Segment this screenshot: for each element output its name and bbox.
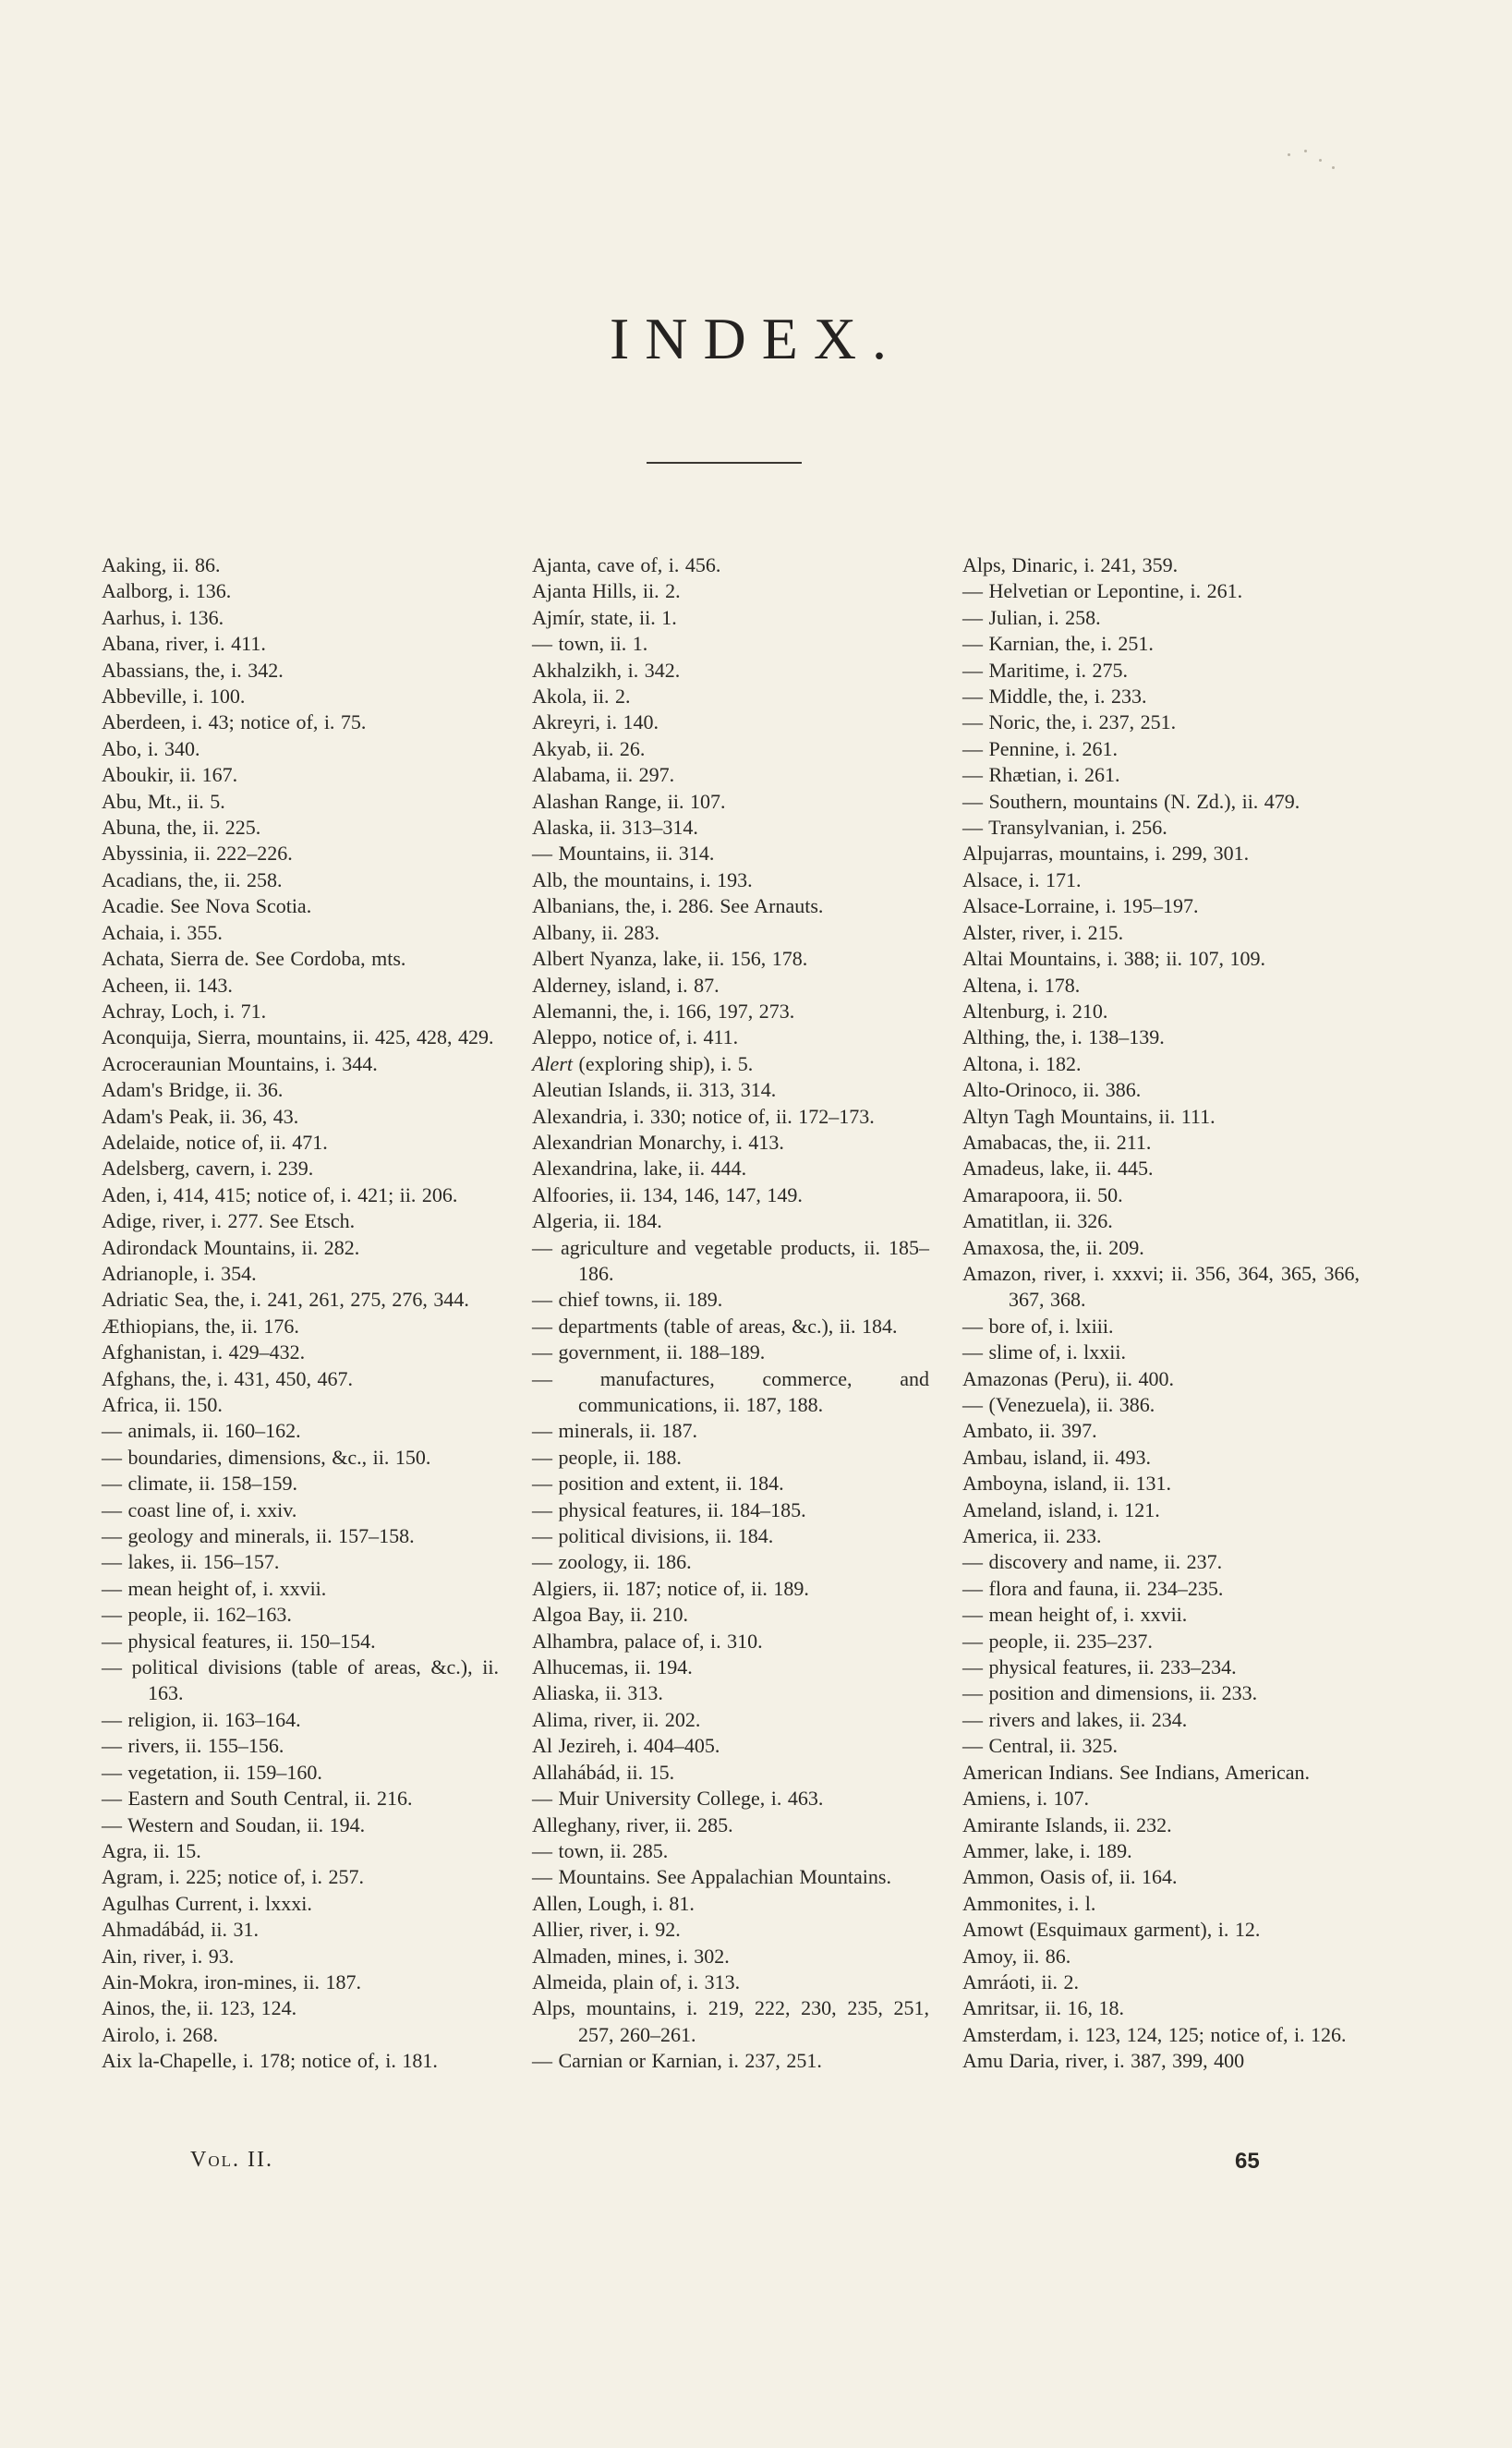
index-entry: Akhalzikh, i. 342. <box>532 658 681 682</box>
index-entry: Amiens, i. 107. <box>962 1787 1090 1811</box>
index-entry: Ahmadábád, ii. 31. <box>102 1918 260 1942</box>
index-entry: Amazon, river, i. xxxvi; ii. 356, 364, 365, 366, 367, 368. <box>962 1261 1360 1312</box>
index-entry: Albany, ii. 283. <box>532 920 660 944</box>
index-entry: — minerals, ii. 187. <box>532 1419 697 1443</box>
index-entry: Akreyri, i. 140. <box>532 710 659 734</box>
index-entry: — Karnian, the, i. 251. <box>962 632 1154 656</box>
index-entry: — Helvetian or Lepontine, i. 261. <box>962 579 1243 603</box>
index-column-3 <box>962 552 1360 2075</box>
index-entry: Alima, river, ii. 202. <box>532 1707 701 1731</box>
index-entry: Amadeus, lake, ii. 445. <box>962 1157 1154 1181</box>
index-entry: — Julian, i. 258. <box>962 605 1101 629</box>
index-entry: — religion, ii. 163–164. <box>102 1707 301 1731</box>
index-entry: Abu, Mt., ii. 5. <box>102 789 225 813</box>
index-entry: Ammon, Oasis of, ii. 164. <box>962 1865 1178 1889</box>
index-entry: — boundaries, dimensions, &c., ii. 150. <box>102 1445 431 1469</box>
index-entry: — Central, ii. 325. <box>962 1734 1118 1758</box>
index-entry: Ainos, the, ii. 123, 124. <box>102 1996 297 2020</box>
index-entry: Adelsberg, cavern, i. 239. <box>102 1157 314 1181</box>
index-entry: — physical features, ii. 184–185. <box>532 1497 806 1521</box>
index-column-2 <box>532 552 929 2075</box>
index-entry: Almeida, plain of, i. 313. <box>532 1969 741 1994</box>
index-entry: Algiers, ii. 187; notice of, ii. 189. <box>532 1576 809 1600</box>
index-entry: Airolo, i. 268. <box>102 2022 219 2046</box>
index-entry: Achaia, i. 355. <box>102 920 223 944</box>
index-entry: — position and extent, ii. 184. <box>532 1472 784 1496</box>
index-entry: — bore of, i. lxiii. <box>962 1314 1114 1338</box>
index-entry: — physical features, ii. 150–154. <box>102 1629 376 1653</box>
index-entry: Adam's Bridge, ii. 36. <box>102 1078 284 1102</box>
index-entry: — Pennine, i. 261. <box>962 736 1118 760</box>
index-entry: Ain-Mokra, iron-mines, ii. 187. <box>102 1969 362 1994</box>
index-entry: Aliaska, ii. 313. <box>532 1681 663 1705</box>
index-entry: — agriculture and vegetable products, ii. 185–186. <box>532 1235 929 1285</box>
index-entry: — vegetation, ii. 159–160. <box>102 1760 322 1784</box>
index-entry: Amboyna, island, ii. 131. <box>962 1472 1172 1496</box>
index-entry: — position and dimensions, ii. 233. <box>962 1681 1258 1705</box>
index-entry: Aden, i, 414, 415; notice of, i. 421; ii. 206. <box>102 1182 458 1206</box>
index-entry: Akola, ii. 2. <box>532 685 631 709</box>
index-entry: Alexandrina, lake, ii. 444. <box>532 1157 747 1181</box>
index-entry: — people, ii. 162–163. <box>102 1603 292 1627</box>
index-entry: — physical features, ii. 233–234. <box>962 1655 1237 1679</box>
index-entry: — Maritime, i. 275. <box>962 658 1128 682</box>
index-entry: Aix la-Chapelle, i. 178; notice of, i. 181. <box>102 2049 438 2073</box>
index-entry: Aaking, ii. 86. <box>102 553 221 576</box>
index-entry: Alhambra, palace of, i. 310. <box>532 1629 763 1653</box>
index-entry: — mean height of, i. xxvii. <box>962 1603 1188 1627</box>
index-entry: — town, ii. 285. <box>532 1838 669 1862</box>
index-column-1 <box>102 552 499 2075</box>
index-entry: Adelaide, notice of, ii. 471. <box>102 1130 328 1154</box>
index-entry: — Mountains. See Appalachian Mountains. <box>532 1865 891 1889</box>
index-entry: Albert Nyanza, lake, ii. 156, 178. <box>532 947 808 971</box>
index-entry: — Western and Soudan, ii. 194. <box>102 1812 366 1836</box>
index-entry: Agram, i. 225; notice of, i. 257. <box>102 1865 365 1889</box>
index-entry: Achray, Loch, i. 71. <box>102 999 267 1023</box>
index-entry: Althing, the, i. 138–139. <box>962 1025 1165 1049</box>
index-entry: Allen, Lough, i. 81. <box>532 1891 695 1915</box>
index-entry: Algeria, ii. 184. <box>532 1209 662 1233</box>
index-entry: Alert (exploring ship), i. 5. <box>532 1051 754 1075</box>
index-entry: — Muir University College, i. 463. <box>532 1787 824 1811</box>
index-entry: Amatitlan, ii. 326. <box>962 1209 1113 1233</box>
index-entry: — Transylvanian, i. 256. <box>962 816 1167 840</box>
index-entry: America, ii. 233. <box>962 1524 1102 1548</box>
index-entry: Alhucemas, ii. 194. <box>532 1655 693 1679</box>
index-entry: Alaska, ii. 313–314. <box>532 816 698 840</box>
index-entry: — Carnian or Karnian, i. 237, 251. <box>532 2049 822 2073</box>
index-entry: Achata, Sierra de. See Cordoba, mts. <box>102 947 406 971</box>
index-entry: Ajanta, cave of, i. 456. <box>532 553 721 576</box>
index-entry: Ambau, island, ii. 493. <box>962 1445 1152 1469</box>
index-entry: Allier, river, i. 92. <box>532 1918 681 1942</box>
index-entry: Altena, i. 178. <box>962 973 1081 997</box>
index-entry: Aalborg, i. 136. <box>102 579 232 603</box>
index-entry: Almaden, mines, i. 302. <box>532 1944 730 1968</box>
index-entry: Alps, mountains, i. 219, 222, 230, 235, 251, 257, 260–261. <box>532 1996 929 2046</box>
index-entry: Alsace-Lorraine, i. 195–197. <box>962 894 1199 918</box>
index-entry: — lakes, ii. 156–157. <box>102 1550 280 1574</box>
index-entry: — chief towns, ii. 189. <box>532 1288 723 1312</box>
index-entry: Alpujarras, mountains, i. 299, 301. <box>962 842 1250 866</box>
index-entry: — discovery and name, ii. 237. <box>962 1550 1223 1574</box>
index-entry: Alps, Dinaric, i. 241, 359. <box>962 553 1179 576</box>
index-entry: Alashan Range, ii. 107. <box>532 789 726 813</box>
index-entry: — Middle, the, i. 233. <box>962 685 1147 709</box>
index-entry: Ameland, island, i. 121. <box>962 1497 1160 1521</box>
index-entry: Agra, ii. 15. <box>102 1838 201 1862</box>
index-entry: Abbeville, i. 100. <box>102 685 246 709</box>
index-entry: — people, ii. 188. <box>532 1445 682 1469</box>
index-entry: — zoology, ii. 186. <box>532 1550 692 1574</box>
index-entry: Alderney, island, i. 87. <box>532 973 720 997</box>
index-entry: — rivers and lakes, ii. 234. <box>962 1707 1188 1731</box>
index-entry: — climate, ii. 158–159. <box>102 1472 297 1496</box>
index-entry: Abo, i. 340. <box>102 736 200 760</box>
index-entry: Aarhus, i. 136. <box>102 605 224 629</box>
index-entry: Adirondack Mountains, ii. 282. <box>102 1235 360 1259</box>
index-entry: Afghanistan, i. 429–432. <box>102 1340 306 1364</box>
index-entry: Adrianople, i. 354. <box>102 1261 257 1285</box>
index-entry: Acheen, ii. 143. <box>102 973 233 997</box>
index-entry: Amoy, ii. 86. <box>962 1944 1071 1968</box>
page-title: INDEX. <box>609 306 903 371</box>
index-entry: Ambato, ii. 397. <box>962 1419 1097 1443</box>
index-entry: Amowt (Esquimaux garment), i. 12. <box>962 1918 1261 1942</box>
index-entry: Abassians, the, i. 342. <box>102 658 284 682</box>
index-entry: Acroceraunian Mountains, i. 344. <box>102 1051 378 1075</box>
index-entry: Alfoories, ii. 134, 146, 147, 149. <box>532 1182 803 1206</box>
index-entry: Aconquija, Sierra, mountains, ii. 425, 428, 429. <box>102 1025 494 1049</box>
index-entry: Æthiopians, the, ii. 176. <box>102 1314 299 1338</box>
index-entry: — Southern, mountains (N. Zd.), ii. 479. <box>962 789 1300 813</box>
index-entry: Altenburg, i. 210. <box>962 999 1108 1023</box>
index-entry: Ain, river, i. 93. <box>102 1944 235 1968</box>
index-entry: Adige, river, i. 277. See Etsch. <box>102 1209 356 1233</box>
index-entry: Amabacas, the, ii. 211. <box>962 1130 1152 1154</box>
index-entry: Alleghany, river, ii. 285. <box>532 1812 733 1836</box>
index-entry: Acadie. See Nova Scotia. <box>102 894 312 918</box>
index-entry: Altona, i. 182. <box>962 1051 1082 1075</box>
index-entry: Albanians, the, i. 286. See Arnauts. <box>532 894 824 918</box>
index-entry: — departments (table of areas, &c.), ii. 184. <box>532 1314 898 1338</box>
index-entry: Altai Mountains, i. 388; ii. 107, 109. <box>962 947 1266 971</box>
index-entry: — political divisions (table of areas, &c.), ii. 163. <box>102 1655 499 1705</box>
index-entry: Amaxosa, the, ii. 209. <box>962 1235 1144 1259</box>
index-entry: Alto-Orinoco, ii. 386. <box>962 1078 1142 1102</box>
index-entry: Alabama, ii. 297. <box>532 763 675 787</box>
page-number: 65 <box>1235 2149 1260 2174</box>
index-entry: — geology and minerals, ii. 157–158. <box>102 1524 415 1548</box>
index-entry: — rivers, ii. 155–156. <box>102 1734 284 1758</box>
index-entry: American Indians. See Indians, American. <box>962 1760 1311 1784</box>
index-entry: — Eastern and South Central, ii. 216. <box>102 1787 413 1811</box>
volume-label: Vol. II. <box>190 2148 273 2172</box>
index-entry: Aberdeen, i. 43; notice of, i. 75. <box>102 710 367 734</box>
index-entry: — town, ii. 1. <box>532 632 648 656</box>
index-entry: Agulhas Current, i. lxxxi. <box>102 1891 312 1915</box>
index-entry: Adriatic Sea, the, i. 241, 261, 275, 276, 344. <box>102 1288 469 1312</box>
index-entry: — Rhætian, i. 261. <box>962 763 1120 787</box>
index-entry: Amsterdam, i. 123, 124, 125; notice of, i. 126. <box>962 2022 1347 2046</box>
index-entry: Adam's Peak, ii. 36, 43. <box>102 1104 299 1128</box>
index-entry: Amritsar, ii. 16, 18. <box>962 1996 1125 2020</box>
index-entry: Africa, ii. 150. <box>102 1393 223 1416</box>
index-entry: — manufactures, commerce, and communications, ii. 187, 188. <box>532 1366 929 1416</box>
index-entry: Aleutian Islands, ii. 313, 314. <box>532 1078 777 1102</box>
index-entry: Alsace, i. 171. <box>962 867 1082 891</box>
title-rule <box>647 462 802 464</box>
index-entry: Ammonites, i. l. <box>962 1891 1096 1915</box>
index-entry: — slime of, i. lxxii. <box>962 1340 1126 1364</box>
index-entry: Alster, river, i. 215. <box>962 920 1124 944</box>
index-entry: Allahábád, ii. 15. <box>532 1760 675 1784</box>
index-entry: Aleppo, notice of, i. 411. <box>532 1025 739 1049</box>
index-entry: Abyssinia, ii. 222–226. <box>102 842 293 866</box>
index-entry: — political divisions, ii. 184. <box>532 1524 774 1548</box>
index-entry: Abuna, the, ii. 225. <box>102 816 261 840</box>
index-entry: Abana, river, i. 411. <box>102 632 266 656</box>
index-entry: Amarapoora, ii. 50. <box>962 1182 1123 1206</box>
index-entry: Amirante Islands, ii. 232. <box>962 1812 1172 1836</box>
index-entry: Alexandrian Monarchy, i. 413. <box>532 1130 784 1154</box>
index-entry: — people, ii. 235–237. <box>962 1629 1153 1653</box>
index-entry: — government, ii. 188–189. <box>532 1340 766 1364</box>
index-entry: Amazonas (Peru), ii. 400. <box>962 1366 1175 1390</box>
paper-specks <box>1284 148 1339 176</box>
index-entry: Afghans, the, i. 431, 450, 467. <box>102 1366 354 1390</box>
index-entry: Al Jezireh, i. 404–405. <box>532 1734 720 1758</box>
index-entry: Alb, the mountains, i. 193. <box>532 867 753 891</box>
index-entry: Acadians, the, ii. 258. <box>102 867 283 891</box>
index-entry: — Noric, the, i. 237, 251. <box>962 710 1177 734</box>
index-entry: Altyn Tagh Mountains, ii. 111. <box>962 1104 1216 1128</box>
index-entry: Ajmír, state, ii. 1. <box>532 605 677 629</box>
index-entry: Amu Daria, river, i. 387, 399, 400 <box>962 2049 1245 2073</box>
index-entry: Algoa Bay, ii. 210. <box>532 1603 688 1627</box>
index-entry: Alexandria, i. 330; notice of, ii. 172–173. <box>532 1104 875 1128</box>
index-entry: Amráoti, ii. 2. <box>962 1969 1080 1994</box>
index-entry: — Mountains, ii. 314. <box>532 842 715 866</box>
index-entry: — flora and fauna, ii. 234–235. <box>962 1576 1224 1600</box>
index-entry: Akyab, ii. 26. <box>532 736 646 760</box>
index-entry: Aboukir, ii. 167. <box>102 763 238 787</box>
index-entry: — animals, ii. 160–162. <box>102 1419 301 1443</box>
index-entry: Ammer, lake, i. 189. <box>962 1838 1132 1862</box>
index-entry: — coast line of, i. xxiv. <box>102 1497 297 1521</box>
index-entry: — mean height of, i. xxvii. <box>102 1576 327 1600</box>
index-entry: Ajanta Hills, ii. 2. <box>532 579 681 603</box>
index-entry: Alemanni, the, i. 166, 197, 273. <box>532 999 795 1023</box>
index-entry: — (Venezuela), ii. 386. <box>962 1393 1155 1416</box>
